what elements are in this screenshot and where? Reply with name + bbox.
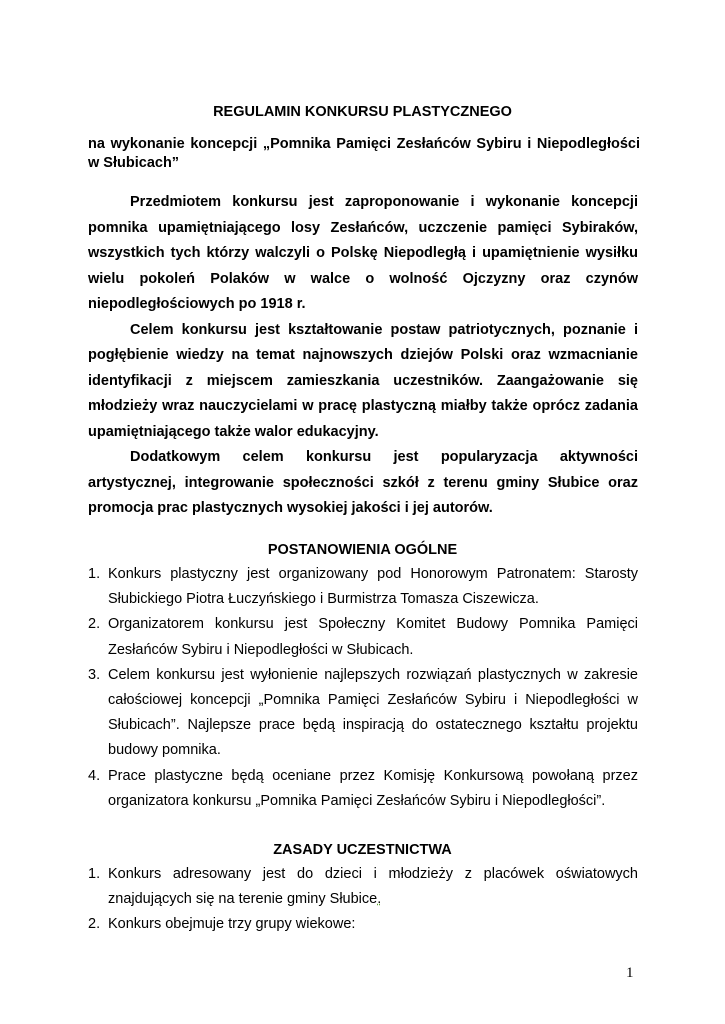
- list-item-text: Konkurs obejmuje trzy grupy wiekowe:: [108, 916, 356, 933]
- intro-paragraph: Przedmiotem konkursu jest zaproponowanie i wykonanie koncepcji pomnika upamiętniającego losy Zesłańców, uczczenie pamięci Sybiraków, wszystkich tych którzy walczyli o Polskę Niepodległą i upamiętnienie wysiłku wielu pokoleń Polaków w walce o wolność Ojczyzny oraz czynów niepodległościowych po 1918 r.: [88, 194, 638, 312]
- document-title: REGULAMIN KONKURSU PLASTYCZNEGO: [213, 104, 512, 120]
- list-item-number: 3.: [88, 666, 101, 683]
- list-item: [88, 612, 638, 662]
- list-item-number: 1.: [88, 566, 101, 582]
- intro-paragraph: Dodatkowym celem konkursu jest popularyzacja aktywności artystycznej, integrowanie społeczności szkół z terenu gminy Słubice oraz promocja prac plastycznych wysokiej jakości i jej autorów.: [88, 449, 638, 516]
- list-item-text: Organizatorem konkursu jest Społeczny Komitet Budowy Pomnika Pamięci Zesłańców Sybiru i Niepodległości w Słubicach.: [108, 616, 638, 658]
- document-subtitle: na wykonanie koncepcji „Pomnika Pamięci Zesłańców Sybiru i Niepodległości w Słubicach”: [88, 136, 640, 171]
- intro-paragraph: Celem konkursu jest kształtowanie postaw patriotycznych, poznanie i pogłębienie wiedzy na temat najnowszych dziejów Polski oraz wzmacnianie identyfikacji z miejscem zamieszkania uczestników. Zaangażowanie się młodzieży wraz nauczycielami w pracę plastyczną miałby także oprócz zadania upamiętniającego także walor edukacyjny.: [88, 321, 638, 440]
- page-number: 1: [626, 965, 634, 981]
- zasady-list: [88, 862, 638, 938]
- list-item: [88, 764, 638, 814]
- spellcheck-mark: .: [377, 891, 382, 908]
- section-title-postanowienia: POSTANOWIENIA OGÓLNE: [267, 542, 458, 558]
- postanowienia-list: [88, 562, 638, 814]
- section-title-zasady: ZASADY UCZESTNICTWA: [273, 842, 452, 858]
- list-item-text: Celem konkursu jest wyłonienie najlepszych rozwiązań plastycznych w zakresie całościowej koncepcji „Pomnika Pamięci Zesłańców Sybiru i Niepodległości w Słubicach”. Najlepsze prace będą inspiracją do ostatecznego kształtu projektu budowy pomnika.: [108, 666, 638, 759]
- list-item-text: Prace plastyczne będą oceniane przez Komisję Konkursową powołaną przez organizatora konkursu „Pomnika Pamięci Zesłańców Sybiru i Niepodległości”.: [108, 767, 638, 809]
- list-item: [88, 912, 638, 937]
- intro-section: [88, 190, 638, 522]
- list-item: [88, 562, 638, 612]
- list-item-number: 2.: [88, 616, 101, 633]
- list-item-number: 2.: [88, 916, 101, 933]
- list-item-number: 4.: [88, 767, 101, 784]
- list-item-number: 1.: [88, 866, 101, 882]
- list-item: [88, 862, 638, 912]
- list-item-text: Konkurs adresowany jest do dzieci i młodzieży z placówek oświatowych znajdujących się na terenie gminy Słubice: [108, 866, 638, 908]
- list-item: [88, 663, 638, 764]
- list-item-text: Konkurs plastyczny jest organizowany pod Honorowym Patronatem: Starosty Słubickiego Piotra Łuczyńskiego i Burmistrza Tomasza Ciszewicza.: [108, 566, 638, 608]
